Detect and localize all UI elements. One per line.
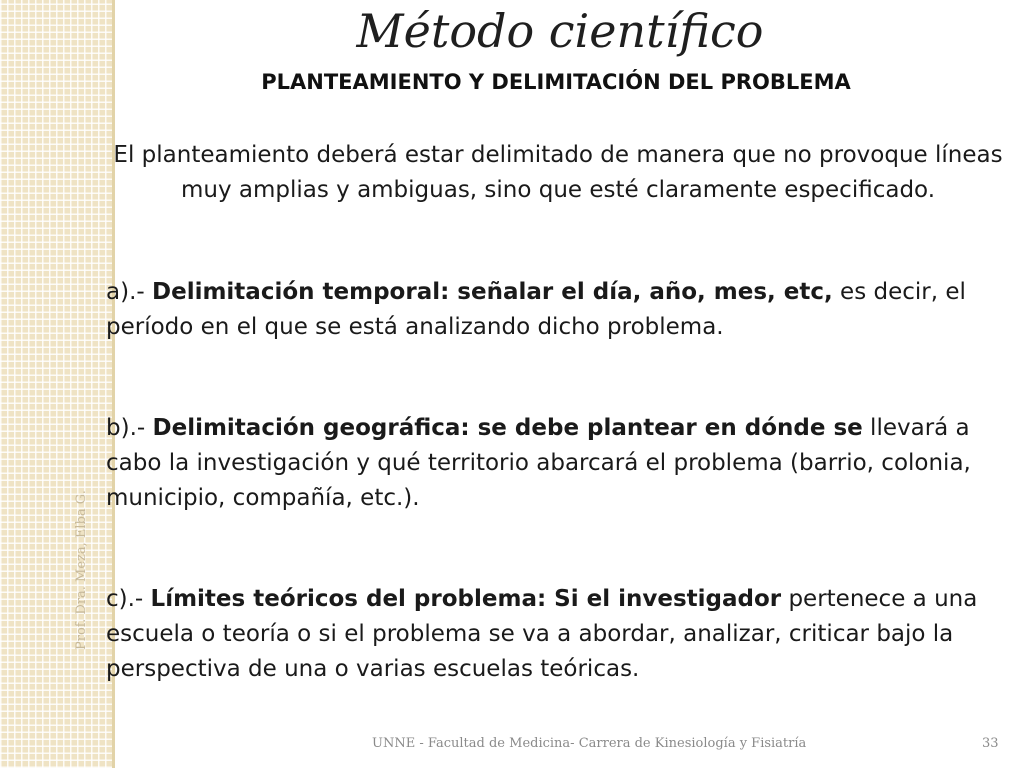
item-prefix: b).- [106, 415, 153, 441]
item-text: pertenece a una escuela o teoría o si el problema se va a abordar, analizar, criticar bajo la perspectiva de una o varias escuelas teóricas. [106, 586, 978, 682]
item-bold-text: Delimitación temporal: señalar el día, año, mes, etc, [152, 279, 833, 305]
slide-title: Método científico [356, 4, 764, 58]
decorative-side-band [0, 0, 112, 768]
item-text: es decir, el período en el que se está analizando dicho problema. [106, 279, 966, 340]
slide-subtitle: PLANTEAMIENTO Y DELIMITACIÓN DEL PROBLEMA [261, 70, 851, 94]
item-text: llevará a cabo la investigación y qué territorio abarcará el problema (barrio, colonia, municipio, compañía, etc.). [106, 415, 971, 511]
item-prefix: a).- [106, 279, 152, 305]
list-item-geografica [106, 411, 986, 516]
page-number: 33 [982, 736, 999, 751]
footer-text: UNNE - Facultad de Medicina- Carrera de Kinesiología y Fisiatría [372, 736, 807, 751]
list-item-temporal [106, 275, 986, 345]
item-bold-text: Delimitación geográfica: se debe plantear en dónde se [152, 415, 863, 441]
intro-paragraph: El planteamiento deberá estar delimitado de manera que no provoque líneas muy amplias y ambiguas, sino que esté claramente especificado. [113, 142, 1003, 203]
item-bold-text: Límites teóricos del problema: Si el investigador [150, 586, 782, 612]
list-item-teoricos [106, 582, 986, 687]
author-credit: Prof. Dra. Meza, Elba G. [74, 490, 89, 650]
item-prefix: c).- [106, 586, 151, 612]
